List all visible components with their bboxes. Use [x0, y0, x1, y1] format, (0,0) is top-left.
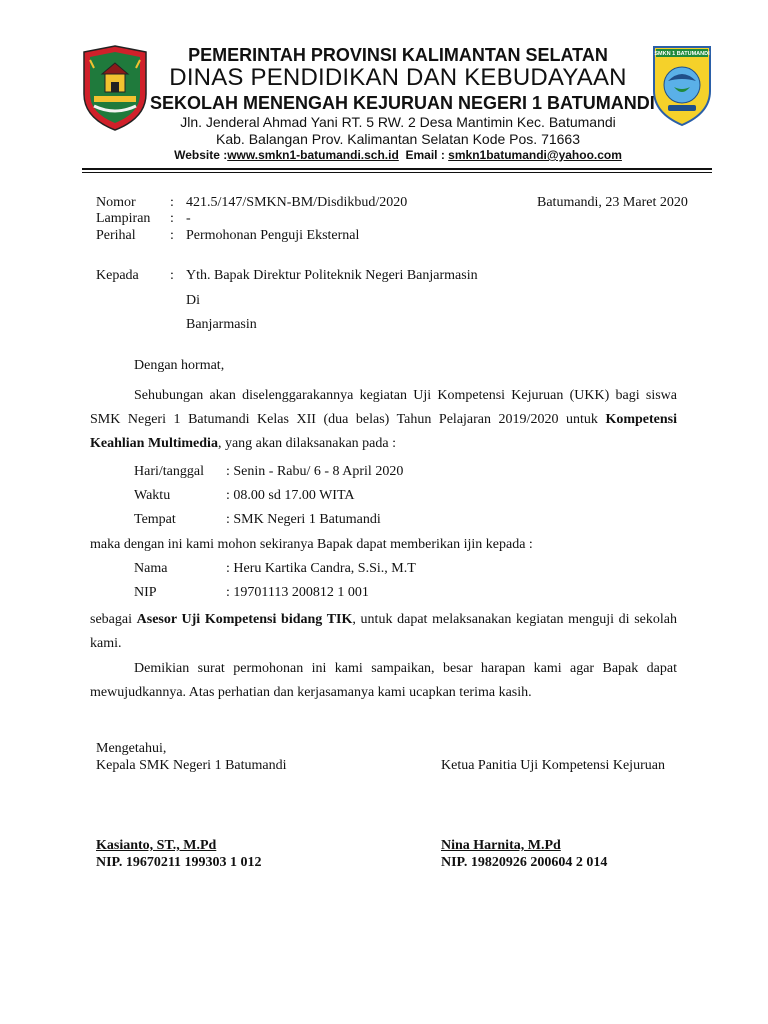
website-label: Website : [174, 148, 228, 162]
signature-right-nip: NIP. 19820926 200604 2 014 [441, 855, 608, 870]
department-name: DINAS PENDIDIKAN DAN KEBUDAYAAN [169, 64, 627, 91]
nomor-label: Nomor [96, 195, 136, 210]
recipient-line1: Yth. Bapak Direktur Politeknik Negeri Banjarmasin [186, 268, 478, 283]
signature-left-title2: Kepala SMK Negeri 1 Batumandi [96, 758, 287, 773]
recipient-line3: Banjarmasin [186, 317, 257, 332]
schedule-value: : Senin - Rabu/ 6 - 8 April 2020 [226, 464, 404, 479]
paragraph-request: maka dengan ini kami mohon sekiranya Bapak dapat memberikan ijin kepada : [90, 537, 533, 552]
email-link[interactable]: smkn1batumandi@yahoo.com [448, 148, 622, 162]
signature-left-name: Kasianto, ST., M.Pd [96, 838, 217, 853]
schedule-label: Tempat [134, 512, 176, 527]
schedule-label: Waktu [134, 488, 171, 503]
competency-name: Kompetensi Keahlian Multimedia [90, 412, 677, 451]
lampiran-label: Lampiran [96, 211, 151, 226]
paragraph-role: sebagai Asesor Uji Kompetensi bidang TIK, untuk dapat melaksanakan kegiatan menguji di sekolah kami. [90, 612, 678, 651]
email-label: Email : [405, 148, 445, 162]
lampiran-value: - [186, 211, 191, 226]
greeting: Dengan hormat, [134, 358, 225, 373]
provincial-emblem-logo [80, 44, 150, 132]
website-link[interactable]: www.smkn1-batumandi.sch.id [227, 148, 399, 162]
signature-right-title: Ketua Panitia Uji Kompetensi Kejuruan [441, 758, 665, 773]
signature-left-nip: NIP. 19670211 199303 1 012 [96, 855, 262, 870]
letter-date: Batumandi, 23 Maret 2020 [537, 195, 688, 210]
nomor-value: 421.5/147/SMKN-BM/Disdikbud/2020 [186, 195, 408, 210]
recipient-line2: Di [186, 293, 200, 308]
government-name: PEMERINTAH PROVINSI KALIMANTAN SELATAN [188, 45, 608, 65]
assessor-role: Asesor Uji Kompetensi bidang TIK [136, 612, 353, 627]
person-label: NIP [134, 585, 157, 600]
school-address-line1: Jln. Jenderal Ahmad Yani RT. 5 RW. 2 Desa Mantimin Kec. Batumandi [180, 114, 616, 130]
paragraph-intro: Sehubungan akan diselenggarakannya kegiatan Uji Kompetensi Kejuruan (UKK) bagi siswa SMK Negeri 1 Batumandi Kelas XII (dua belas) Tahun Pelajaran 2019/2020 untuk Kompetensi Keahlian Multimedia, yang akan dilaksanakan pada : [90, 388, 677, 451]
perihal-label: Perihal [96, 228, 136, 243]
perihal-value: Permohonan Penguji Eksternal [186, 228, 360, 243]
person-label: Nama [134, 561, 168, 576]
svg-text:SMKN 1 BATUMANDI: SMKN 1 BATUMANDI [654, 51, 710, 57]
schedule-label: Hari/tanggal [134, 464, 204, 479]
lampiran-colon: : [170, 211, 174, 226]
schedule-value: : SMK Negeri 1 Batumandi [226, 512, 381, 527]
person-value: : 19701113 200812 1 001 [226, 585, 369, 600]
signature-left-title1: Mengetahui, [96, 741, 167, 756]
school-address-line2: Kab. Balangan Prov. Kalimantan Selatan Kode Pos. 71663 [216, 131, 580, 147]
school-name: SEKOLAH MENENGAH KEJURUAN NEGERI 1 BATUMANDI [150, 93, 655, 113]
perihal-colon: : [170, 228, 174, 243]
nomor-colon: : [170, 195, 174, 210]
schedule-value: : 08.00 sd 17.00 WITA [226, 488, 355, 503]
header-divider-thin [82, 172, 712, 173]
signature-right-name: Nina Harnita, M.Pd [441, 838, 561, 853]
recipient-colon: : [170, 268, 174, 283]
paragraph-closing: Demikian surat permohonan ini kami sampaikan, besar harapan kami agar Bapak dapat mewujudkannya. Atas perhatian dan kerjasamanya kami ucapkan terima kasih. [90, 661, 677, 700]
person-value: : Heru Kartika Candra, S.Si., M.T [226, 561, 416, 576]
recipient-label: Kepada [96, 268, 139, 283]
header-divider-thick [82, 168, 712, 170]
school-emblem-logo [650, 43, 714, 127]
contact-line [148, 148, 648, 162]
